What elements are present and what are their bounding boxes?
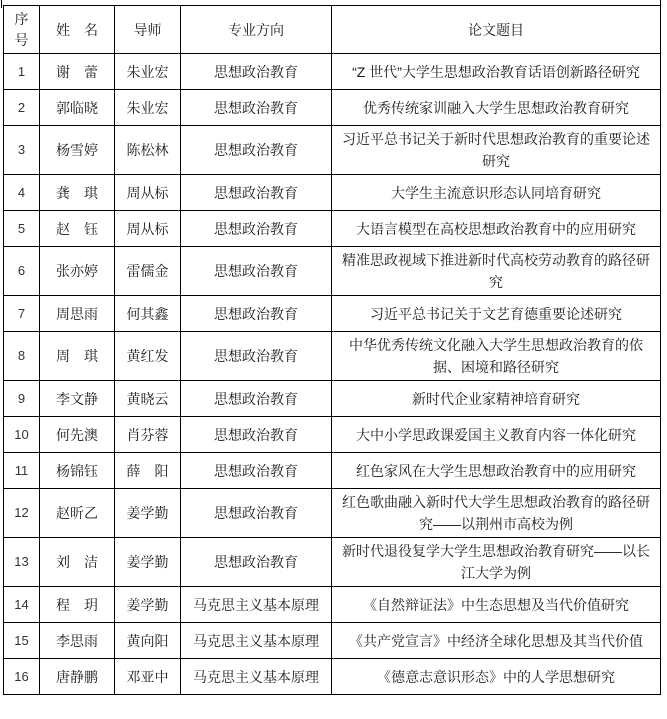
cell-no: 11 xyxy=(4,453,40,489)
cell-name: 赵昕乙 xyxy=(40,489,115,538)
table-row xyxy=(4,381,661,417)
cell-advisor: 雷儒金 xyxy=(115,247,181,296)
cell-name: 龚 琪 xyxy=(40,175,115,211)
table-row xyxy=(4,453,661,489)
cell-advisor: 黄晓云 xyxy=(115,381,181,417)
cell-advisor: 何其鑫 xyxy=(115,296,181,332)
cell-advisor: 薛 阳 xyxy=(115,453,181,489)
cell-no: 12 xyxy=(4,489,40,538)
cell-advisor: 肖芬蓉 xyxy=(115,417,181,453)
cell-title: 《共产党宣言》中经济全球化思想及其当代价值 xyxy=(332,623,661,659)
column-header-no: 序号 xyxy=(4,6,40,54)
cell-no: 2 xyxy=(4,90,40,126)
table-row xyxy=(4,623,661,659)
cell-title: 精准思政视域下推进新时代高校劳动教育的路径研究 xyxy=(332,247,661,296)
cropped-border-stub-left xyxy=(1,0,2,8)
cell-title: “Z 世代”大学生思想政治教育话语创新路径研究 xyxy=(332,54,661,90)
cell-no: 3 xyxy=(4,126,40,175)
cell-name: 周思雨 xyxy=(40,296,115,332)
cell-major: 马克思主义基本原理 xyxy=(181,659,332,695)
table-row xyxy=(4,538,661,587)
cell-advisor: 黄向阳 xyxy=(115,623,181,659)
cell-name: 唐静鹏 xyxy=(40,659,115,695)
table-row xyxy=(4,90,661,126)
cell-name: 赵 钰 xyxy=(40,211,115,247)
column-header-advisor: 导师 xyxy=(115,6,181,54)
cell-title: 中华优秀传统文化融入大学生思想政治教育的依据、困境和路径研究 xyxy=(332,332,661,381)
cell-major: 思想政治教育 xyxy=(181,538,332,587)
cell-major: 思想政治教育 xyxy=(181,175,332,211)
cell-major: 思想政治教育 xyxy=(181,90,332,126)
cell-advisor: 周从标 xyxy=(115,175,181,211)
cell-no: 16 xyxy=(4,659,40,695)
cell-advisor: 陈松林 xyxy=(115,126,181,175)
cell-no: 7 xyxy=(4,296,40,332)
cell-major: 思想政治教育 xyxy=(181,332,332,381)
table-row xyxy=(4,211,661,247)
column-header-name: 姓 名 xyxy=(40,6,115,54)
cell-name: 程 玥 xyxy=(40,587,115,623)
cell-major: 马克思主义基本原理 xyxy=(181,623,332,659)
cell-major: 思想政治教育 xyxy=(181,54,332,90)
cell-title: 《德意志意识形态》中的人学思想研究 xyxy=(332,659,661,695)
cell-major: 思想政治教育 xyxy=(181,417,332,453)
table-row xyxy=(4,126,661,175)
table-row xyxy=(4,54,661,90)
cell-major: 思想政治教育 xyxy=(181,489,332,538)
cell-major: 思想政治教育 xyxy=(181,453,332,489)
cell-major: 思想政治教育 xyxy=(181,381,332,417)
cell-no: 4 xyxy=(4,175,40,211)
cell-major: 马克思主义基本原理 xyxy=(181,587,332,623)
cell-title: 大中小学思政课爱国主义教育内容一体化研究 xyxy=(332,417,661,453)
cell-title: 红色歌曲融入新时代大学生思想政治教育的路径研究——以荆州市高校为例 xyxy=(332,489,661,538)
cell-no: 5 xyxy=(4,211,40,247)
cell-title: 大语言模型在高校思想政治教育中的应用研究 xyxy=(332,211,661,247)
cell-name: 谢 蕾 xyxy=(40,54,115,90)
cell-no: 6 xyxy=(4,247,40,296)
table-row xyxy=(4,296,661,332)
table-row xyxy=(4,247,661,296)
cell-name: 刘 洁 xyxy=(40,538,115,587)
cell-major: 思想政治教育 xyxy=(181,126,332,175)
cell-advisor: 朱业宏 xyxy=(115,54,181,90)
table-row xyxy=(4,659,661,695)
cell-name: 何先澳 xyxy=(40,417,115,453)
cell-title: 习近平总书记关于新时代思想政治教育的重要论述研究 xyxy=(332,126,661,175)
cell-title: 优秀传统家训融入大学生思想政治教育研究 xyxy=(332,90,661,126)
table-header-row xyxy=(4,6,661,54)
cell-no: 9 xyxy=(4,381,40,417)
cell-no: 14 xyxy=(4,587,40,623)
cell-name: 杨锦钰 xyxy=(40,453,115,489)
cell-title: 红色家风在大学生思想政治教育中的应用研究 xyxy=(332,453,661,489)
cell-title: 习近平总书记关于文艺育德重要论述研究 xyxy=(332,296,661,332)
cell-major: 思想政治教育 xyxy=(181,296,332,332)
cell-name: 周 琪 xyxy=(40,332,115,381)
cell-name: 李思雨 xyxy=(40,623,115,659)
cell-name: 张亦婷 xyxy=(40,247,115,296)
cell-advisor: 周从标 xyxy=(115,211,181,247)
cell-no: 13 xyxy=(4,538,40,587)
cell-advisor: 姜学勤 xyxy=(115,587,181,623)
table-row xyxy=(4,489,661,538)
cell-advisor: 姜学勤 xyxy=(115,489,181,538)
table-row xyxy=(4,175,661,211)
cell-name: 杨雪婷 xyxy=(40,126,115,175)
cell-major: 思想政治教育 xyxy=(181,247,332,296)
cell-title: 《自然辩证法》中生态思想及当代价值研究 xyxy=(332,587,661,623)
cell-no: 10 xyxy=(4,417,40,453)
cell-advisor: 姜学勤 xyxy=(115,538,181,587)
cell-name: 李文静 xyxy=(40,381,115,417)
thesis-table xyxy=(3,5,661,695)
cell-name: 郭临晓 xyxy=(40,90,115,126)
cell-major: 思想政治教育 xyxy=(181,211,332,247)
column-header-title: 论文题目 xyxy=(332,6,661,54)
table-row xyxy=(4,587,661,623)
cell-no: 8 xyxy=(4,332,40,381)
table-row xyxy=(4,332,661,381)
table-row xyxy=(4,417,661,453)
cell-advisor: 邓亚中 xyxy=(115,659,181,695)
cell-no: 15 xyxy=(4,623,40,659)
cell-title: 新时代退役复学大学生思想政治教育研究——以长江大学为例 xyxy=(332,538,661,587)
cell-no: 1 xyxy=(4,54,40,90)
cell-advisor: 黄红发 xyxy=(115,332,181,381)
cell-title: 大学生主流意识形态认同培育研究 xyxy=(332,175,661,211)
column-header-major: 专业方向 xyxy=(181,6,332,54)
cell-title: 新时代企业家精神培育研究 xyxy=(332,381,661,417)
cell-advisor: 朱业宏 xyxy=(115,90,181,126)
